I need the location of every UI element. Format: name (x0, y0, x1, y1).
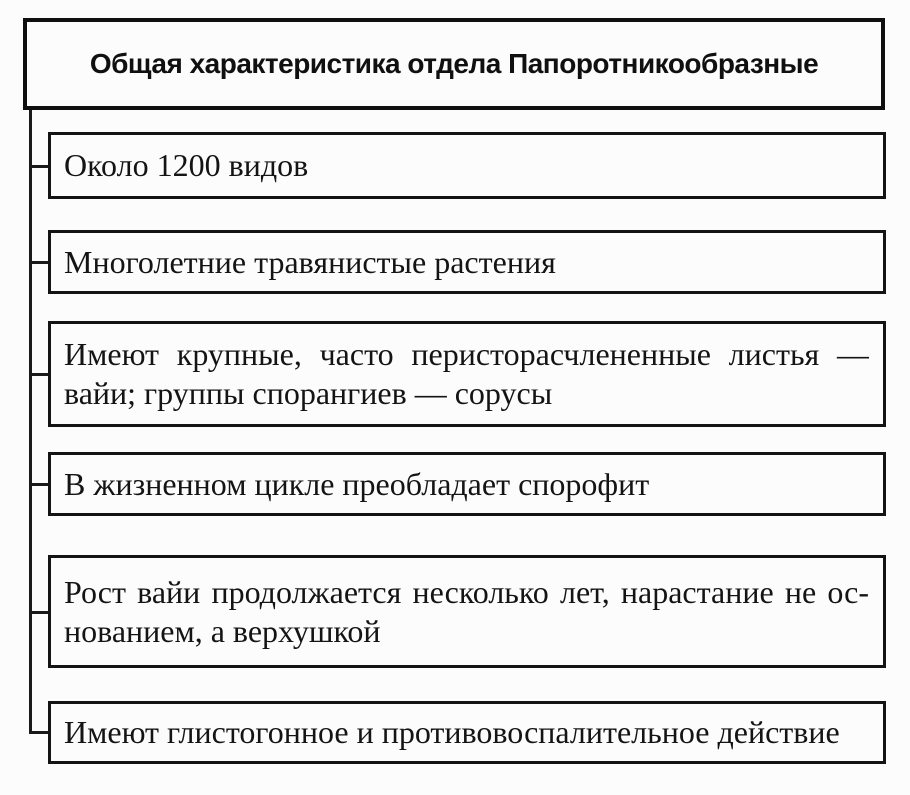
item-text-line-1: Имеют крупные, часто перисторасчлененные листья — (64, 336, 869, 372)
connector-spine (29, 110, 32, 734)
item-text: Многолетние травянистые растения (64, 243, 556, 280)
item-box-medicinal-action (48, 701, 886, 764)
item-box-frond-growth (48, 555, 886, 668)
item-box-sporophyte-dominance (48, 452, 886, 516)
item-text-line-2: вайи; группы спорангиев — сорусы (64, 375, 553, 411)
item-text: В жизненном цикле преобладает спорофит (64, 465, 650, 502)
item-text-line-1: Рост вайи продолжается несколько лет, нарастание не ос- (64, 573, 869, 610)
item-box-fronds-sori (48, 321, 886, 427)
diagram-title: Общая характеристика отдела Папоротникообразные (89, 48, 819, 79)
item-text-line-2: нованием, а верхушкой (64, 612, 381, 649)
item-box-species-count (48, 132, 886, 199)
item-text: Имеют глистогонное и противовоспалительное действие (64, 714, 840, 750)
item-text: Около 1200 видов (64, 147, 309, 183)
title-box (23, 18, 885, 110)
item-box-perennial-plants (48, 230, 886, 294)
